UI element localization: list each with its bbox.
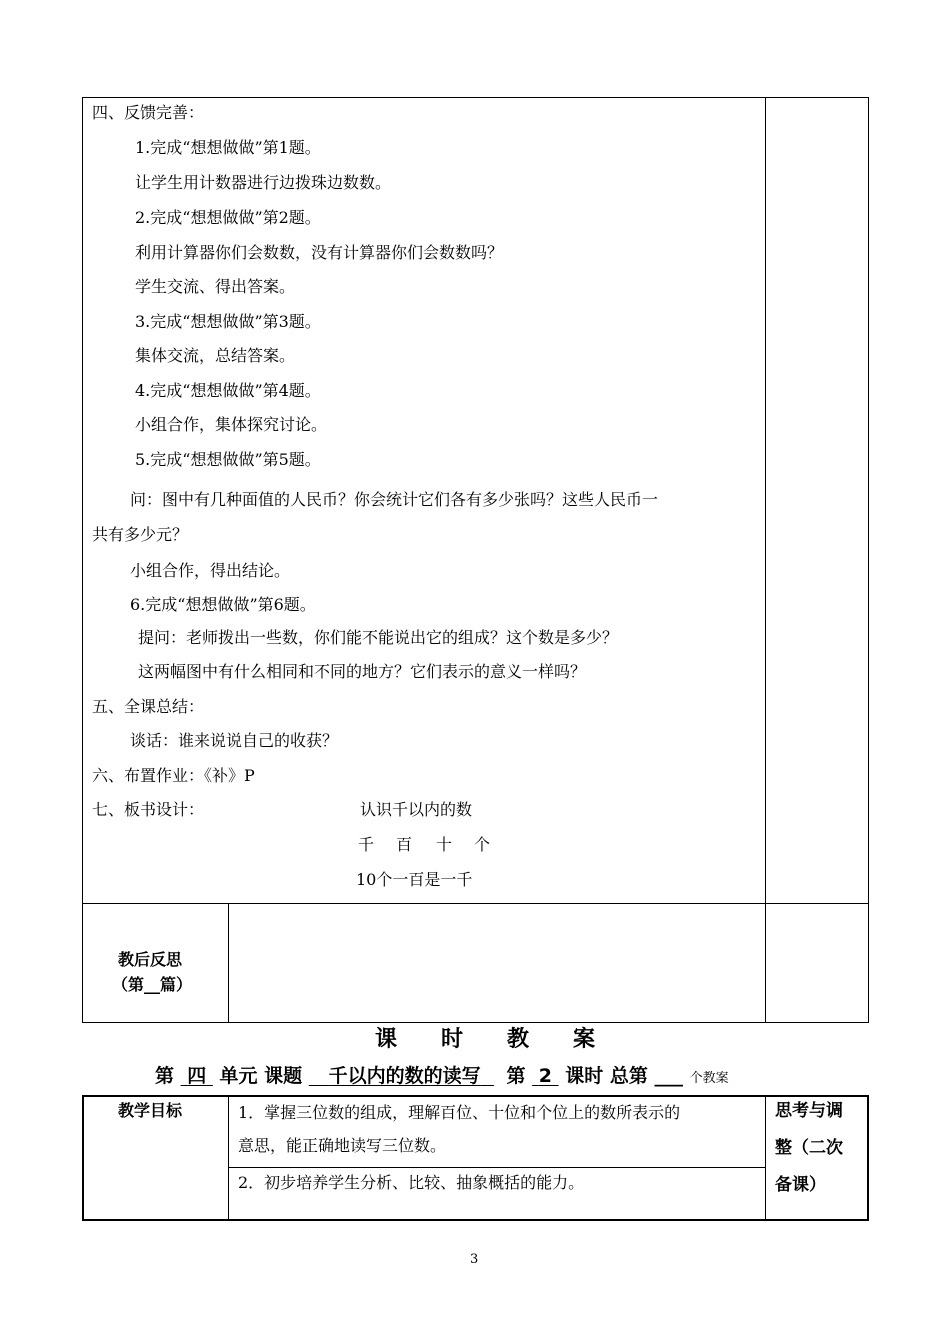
feedback-line: 2.完成“想想做做”第2题。 — [135, 208, 321, 227]
feedback-line: 6.完成“想想做做”第6题。 — [130, 595, 316, 614]
objective-line: 1．掌握三位数的组成，理解百位、十位和个位上的数所表示的 — [238, 1103, 681, 1122]
side-label-line: 整（二次 — [775, 1138, 843, 1158]
header-unit: 四 — [187, 1065, 207, 1087]
side-label-line: 备课） — [775, 1175, 826, 1195]
header-unit-prefix: 第 — [155, 1065, 175, 1087]
board-place: 十 — [436, 835, 453, 854]
feedback-line: 1.完成“想想做做”第1题。 — [135, 138, 321, 157]
homework-heading: 六、布置作业：《补》P — [92, 766, 255, 785]
feedback-line: 让学生用计数器进行边拨珠边数数。 — [135, 173, 392, 192]
header-lesson-label: 课时 总第 — [565, 1065, 648, 1087]
feedback-line: 提问：老师拨出一些数，你们能不能说出它的组成？这个数是多少？ — [138, 628, 619, 647]
objective-line: 2．初步培养学生分析、比较、抽象概括的能力。 — [238, 1173, 585, 1192]
feedback-line: 小组合作，得出结论。 — [130, 561, 291, 580]
feedback-line: 问：图中有几种面值的人民币？你会统计它们各有多少张吗？这些人民币一 — [130, 490, 659, 509]
reflection-label-line1: 教后反思 — [118, 950, 183, 969]
board-place: 千 — [358, 835, 375, 854]
feedback-line: 集体交流，总结答案。 — [135, 346, 296, 365]
objectives-label: 教学目标 — [118, 1101, 183, 1120]
feedback-line: 利用计算器你们会数数，没有计算器你们会数数吗？ — [135, 243, 504, 262]
header-topic: 千以内的数的读写 — [328, 1065, 481, 1087]
header-lesson-prefix: 第 — [506, 1065, 526, 1087]
side-label-line: 思考与调 — [775, 1101, 843, 1121]
lesson-plan-title: 课 时 教 案 — [375, 1027, 596, 1052]
board-title: 认识千以内的数 — [360, 800, 473, 819]
feedback-line: 学生交流、得出答案。 — [135, 277, 296, 296]
objective-line: 意思，能正确地读写三位数。 — [238, 1136, 447, 1155]
board-place: 个 — [474, 835, 491, 854]
feedback-line: 共有多少元？ — [92, 525, 189, 544]
header-lesson: 2 — [538, 1065, 553, 1087]
header-suffix: 个教案 — [689, 1071, 729, 1086]
lesson-plan-header — [155, 1061, 729, 1088]
feedback-line: 3.完成“想想做做”第3题。 — [135, 312, 321, 331]
feedback-line: 5.完成“想想做做”第5题。 — [135, 450, 321, 469]
feedback-line: 这两幅图中有什么相同和不同的地方？它们表示的意义一样吗？ — [138, 662, 587, 681]
board-rule: 10个一百是一千 — [356, 870, 473, 889]
reflection-label-line2: （第__篇） — [112, 975, 193, 994]
board-place: 百 — [396, 835, 413, 854]
page-number: 3 — [470, 1252, 479, 1267]
board-heading: 七、板书设计： — [92, 800, 205, 819]
header-total-blank: ___ — [654, 1065, 684, 1087]
header-unit-label: 单元 课题 — [219, 1065, 303, 1087]
feedback-line: 小组合作，集体探究讨论。 — [135, 415, 328, 434]
feedback-line: 4.完成“想想做做”第4题。 — [135, 381, 321, 400]
summary-heading: 五、全课总结： — [92, 697, 205, 716]
summary-line: 谈话：谁来说说自己的收获？ — [130, 731, 339, 750]
feedback-heading: 四、反馈完善： — [92, 103, 205, 122]
